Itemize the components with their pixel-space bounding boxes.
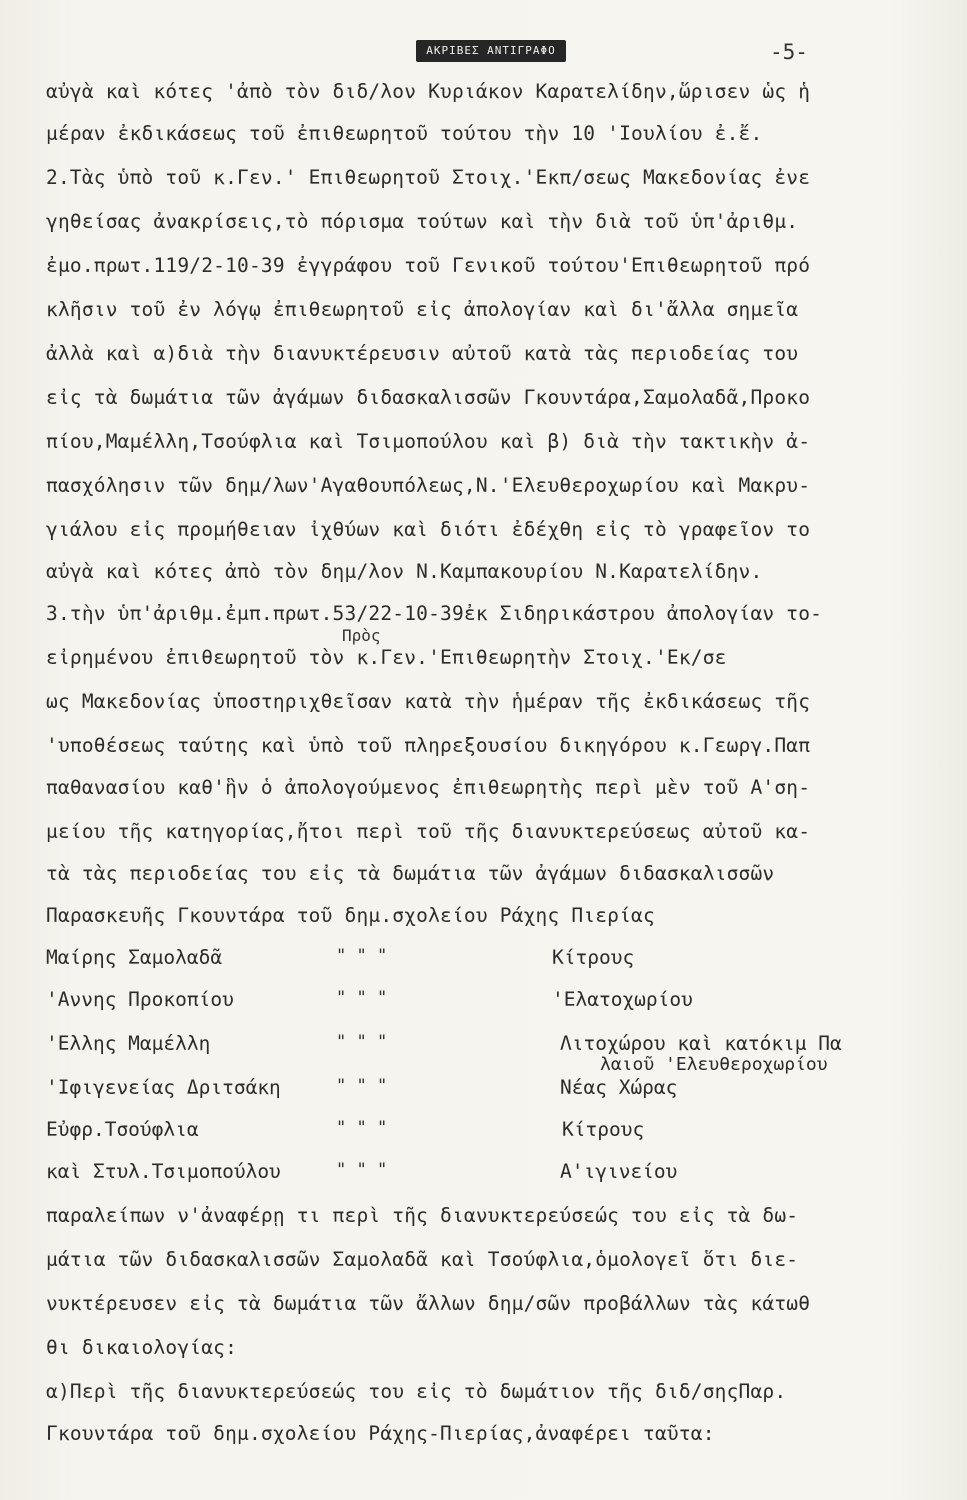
body-line: παθανασίου καθ'ἣν ὁ ἀπολογούμενος ἐπιθεωρητὴς περὶ μὲν τοῦ Α'ση- — [46, 776, 811, 799]
header-stamp: ΑΚΡΙΒΕΣ ΑΝΤΙΓΡΑΦΟ — [416, 40, 566, 62]
body-line: εἰρημένου ἐπιθεωρητοῦ τὸν κ.Γεν.'Επιθεωρητὴν Στοιχ.'Εκ/σε — [46, 646, 727, 669]
teacher-place: Λιτοχώρου καὶ κατόκιμ Πα — [560, 1032, 842, 1055]
teacher-name: Παρασκευῆς Γκουντάρα τοῦ δημ.σχολείου Ράχης Πιερίας — [46, 904, 655, 927]
body-line: γιάλου εἰς προμήθειαν ἰχθύων καὶ διότι ἐδέχθη εἰς τὸ γραφεῖον το — [46, 518, 811, 541]
teacher-name: καὶ Στυλ.Τσιμοπούλου — [46, 1160, 281, 1183]
teacher-name: Μαίρης Σαμολαδᾶ — [46, 946, 223, 969]
body-line: πασχόλησιν τῶν δημ/λων'Αγαθουπόλεως,Ν.'Ελευθεροχωρίου καὶ Μακρυ- — [46, 474, 811, 497]
teacher-place: 'Ελατοχωρίου — [552, 988, 693, 1011]
body-line: νυκτέρευσεν εἰς τὰ δωμάτια τῶν ἄλλων δημ/σῶν προβάλλων τὰς κάτωθ — [46, 1292, 811, 1315]
teacher-ditto: " " " — [336, 946, 388, 966]
teacher-place: Κίτρους — [562, 1118, 645, 1141]
body-line: ἐμο.πρωτ.119/2-10-39 ἐγγράφου τοῦ Γενικοῦ τούτου'Επιθεωρητοῦ πρό — [46, 254, 811, 277]
body-line: μάτια τῶν διδασκαλισσῶν Σαμολαδᾶ καὶ Τσούφλια,ὁμολογεῖ ὅτι διε- — [46, 1248, 799, 1271]
body-line: μέραν ἐκδικάσεως τοῦ ἐπιθεωρητοῦ τούτου τὴν 10 'Ιουλίου ἐ.ἔ. — [46, 122, 763, 145]
teacher-name: 'Ιφιγενείας Δριτσάκη — [46, 1076, 281, 1099]
body-line: α)Περὶ τῆς διανυκτερεύσεώς του εἰς τὸ δωμάτιον τῆς διδ/σηςΠαρ. — [46, 1380, 787, 1403]
teacher-ditto: " " " — [336, 1160, 388, 1180]
body-line: 'υποθέσεως ταύτης καὶ ὑπὸ τοῦ πληρεξουσίου δικηγόρου κ.Γεωργ.Παπ — [46, 734, 811, 757]
body-line: εἰς τὰ δωμάτια τῶν ἀγάμων διδασκαλισσῶν Γκουντάρα,Σαμολαδᾶ,Προκο — [46, 386, 811, 409]
teacher-ditto: " " " — [336, 988, 388, 1008]
teacher-ditto: " " " — [336, 1076, 388, 1096]
body-line: θι δικαιολογίας: — [46, 1336, 238, 1359]
teacher-place: Α'ιγινείου — [560, 1160, 678, 1183]
teacher-ditto: " " " — [336, 1032, 388, 1052]
body-line: πίου,Μαμέλλη,Τσούφλια καὶ Τσιμοπούλου καὶ β) διὰ τὴν τακτικὴν ἀ- — [46, 430, 811, 453]
body-line: 3.τὴν ὑπ'ἀριθμ.ἐμπ.πρωτ.53/22-10-39ἐκ Σιδηρικάστρου ἀπολογίαν το- — [46, 602, 823, 625]
body-line: αὐγὰ καὶ κότες ἀπὸ τὸν δημ/λον Ν.Καμπακουρίου Ν.Καρατελίδην. — [46, 560, 763, 583]
page-number: -5- — [770, 40, 808, 64]
body-line: κλῆσιν τοῦ ἐν λόγῳ ἐπιθεωρητοῦ εἰς ἀπολογίαν καὶ δι'ἄλλα σημεῖα — [46, 298, 799, 321]
teacher-name: 'Αννης Προκοπίου — [46, 988, 234, 1011]
body-line: ως Μακεδονίας ὑποστηριχθεῖσαν κατὰ τὴν ἡμέραν τῆς ἐκδικάσεως τῆς — [46, 690, 811, 713]
body-line: τὰ τὰς περιοδείας του εἰς τὰ δωμάτια τῶν ἀγάμων διδασκαλισσῶν — [46, 862, 775, 885]
teacher-place: Νέας Χώρας — [560, 1076, 678, 1099]
teacher-place: Κίτρους — [552, 946, 635, 969]
body-line: γηθείσας ἀνακρίσεις,τὸ πόρισμα τούτων καὶ τὴν διὰ τοῦ ὑπ'ἀριθμ. — [46, 210, 799, 233]
body-line: μείου τῆς κατηγορίας,ἤτοι περὶ τοῦ τῆς διανυκτερεύσεως αὐτοῦ κα- — [46, 820, 811, 843]
body-line: παραλείπων ν'ἀναφέρῃ τι περὶ τῆς διανυκτερεύσεώς του εἰς τὰ δω- — [46, 1204, 799, 1227]
body-line: 2.Τὰς ὑπὸ τοῦ κ.Γεν.' Επιθεωρητοῦ Στοιχ.'Εκπ/σεως Μακεδονίας ἐνε — [46, 166, 811, 189]
body-line: αὐγὰ καὶ κότες 'ἀπὸ τὸν διδ/λον Κυριάκον Καρατελίδην,ὥρισεν ὡς ἡ — [46, 80, 811, 103]
teacher-name: 'Ελλης Μαμέλλη — [46, 1032, 211, 1055]
teacher-name: Εὐφρ.Τσούφλια — [46, 1118, 199, 1141]
interlinear-note: Πρὸς — [342, 626, 381, 645]
teacher-place-continuation: λαιοῦ 'Ελευθεροχωρίου — [600, 1054, 828, 1075]
body-line: ἀλλὰ καὶ α)διὰ τὴν διανυκτέρευσιν αὐτοῦ κατὰ τὰς περιοδείας του — [46, 342, 799, 365]
teacher-ditto: " " " — [336, 1118, 388, 1138]
body-line: Γκουντάρα τοῦ δημ.σχολείου Ράχης-Πιερίας,ἀναφέρει ταῦτα: — [46, 1422, 715, 1445]
